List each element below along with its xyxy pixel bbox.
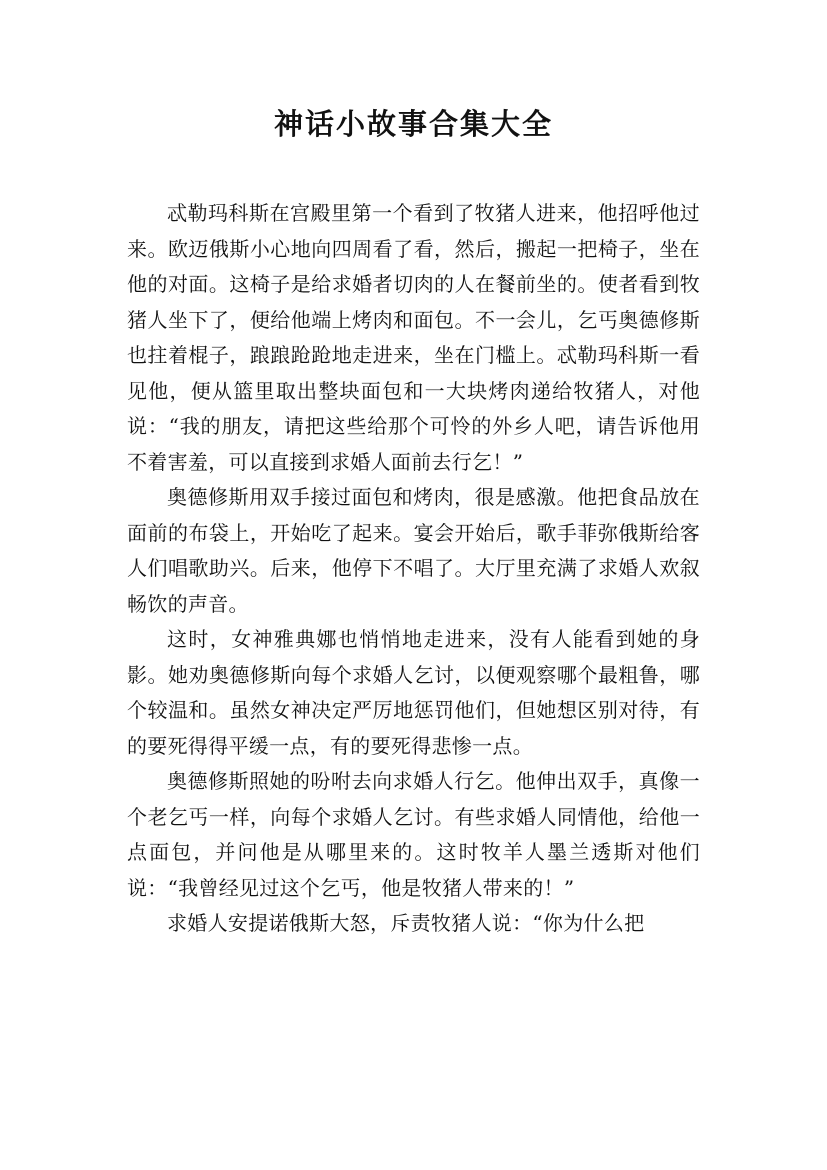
paragraph-3: 这时，女神雅典娜也悄悄地走进来，没有人能看到她的身影。她劝奥德修斯向每个求婚人乞讨，以便观察哪个最粗鲁，哪个较温和。虽然女神决定严厉地惩罚他们，但她想区别对待，有的要死得得平缓一点，有的要死得悲惨一点。 bbox=[127, 627, 700, 758]
paragraph-1: 忒勒玛科斯在宫殿里第一个看到了牧猪人进来，他招呼他过来。欧迈俄斯小心地向四周看了看，然后，搬起一把椅子，坐在他的对面。这椅子是给求婚者切肉的人在餐前坐的。使者看到牧猪人坐下了，便给他端上烤肉和面包。不一会儿，乞丐奥德修斯也拄着棍子，踉踉跄跄地走进来，坐在门槛上。忒勒玛科斯一看见他，便从篮里取出整块面包和一大块烤肉递给牧猪人，对他说：“我的朋友，请把这些给那个可怜的外乡人吧，请告诉他用不着害羞，可以直接到求婚人面前去行乞！” bbox=[127, 201, 700, 474]
paragraph-2: 奥德修斯用双手接过面包和烤肉，很是感激。他把食品放在面前的布袋上，开始吃了起来。宴会开始后，歌手菲弥俄斯给客人们唱歌助兴。后来，他停下不唱了。大厅里充满了求婚人欢叙畅饮的声音。 bbox=[127, 485, 700, 616]
paragraph-5: 求婚人安提诺俄斯大怒，斥责牧猪人说：“你为什么把 bbox=[167, 911, 645, 935]
document-body bbox=[127, 196, 700, 942]
paragraph-4: 奥德修斯照她的吩咐去向求婚人行乞。他伸出双手，真像一个老乞丐一样，向每个求婚人乞讨。有些求婚人同情他，给他一点面包，并问他是从哪里来的。这时牧羊人墨兰透斯对他们说：“我曾经见过这个乞丐，他是牧猪人带来的！” bbox=[127, 769, 700, 900]
document-title: 神话小故事合集大全 bbox=[273, 107, 553, 141]
